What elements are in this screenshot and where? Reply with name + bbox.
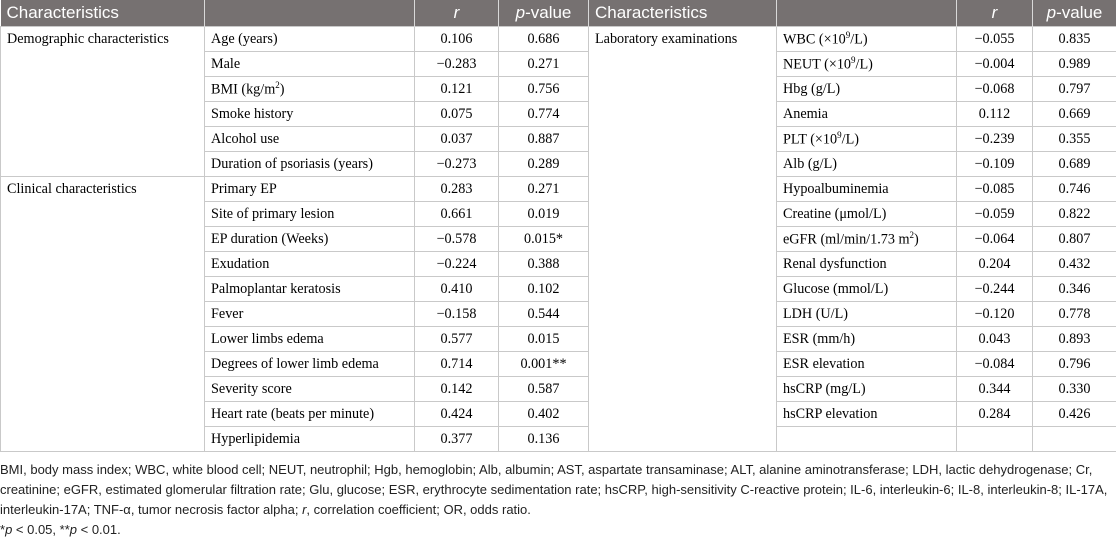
characteristic-label: Severity score: [205, 377, 415, 402]
r-value: −0.120: [957, 302, 1033, 327]
characteristic-label: EP duration (Weeks): [205, 227, 415, 252]
p-value: 0.136: [499, 427, 589, 452]
characteristic-label: ESR (mm/h): [777, 327, 957, 352]
characteristic-label: Creatine (μmol/L): [777, 202, 957, 227]
r-value: −0.055: [957, 27, 1033, 52]
characteristic-label: Anemia: [777, 102, 957, 127]
characteristic-label: Smoke history: [205, 102, 415, 127]
empty-cell: [957, 427, 1033, 452]
p-value: 0.544: [499, 302, 589, 327]
characteristic-label: Hyperlipidemia: [205, 427, 415, 452]
p-value: 0.587: [499, 377, 589, 402]
r-value: −0.084: [957, 352, 1033, 377]
header-p-value-right: p-value: [1033, 0, 1116, 27]
characteristic-label: Heart rate (beats per minute): [205, 402, 415, 427]
table-row: [1, 27, 1116, 52]
header-blank-left: [205, 0, 415, 27]
table-header: [1, 0, 1116, 27]
r-value: 0.037: [415, 127, 499, 152]
p-value: 0.426: [1033, 402, 1116, 427]
r-value: −0.224: [415, 252, 499, 277]
header-characteristics-right: Characteristics: [589, 0, 777, 27]
r-value: −0.273: [415, 152, 499, 177]
p-value: 0.015*: [499, 227, 589, 252]
r-value: 0.424: [415, 402, 499, 427]
p-value: 0.686: [499, 27, 589, 52]
r-value: −0.239: [957, 127, 1033, 152]
p-value: 0.797: [1033, 77, 1116, 102]
r-value: −0.158: [415, 302, 499, 327]
table-body: [1, 27, 1116, 452]
p-value: 0.807: [1033, 227, 1116, 252]
characteristic-label: eGFR (ml/min/1.73 $m^2$): [777, 227, 957, 252]
p-value: 0.989: [1033, 52, 1116, 77]
r-value: 0.112: [957, 102, 1033, 127]
p-value: 0.015: [499, 327, 589, 352]
characteristic-label: Alcohol use: [205, 127, 415, 152]
characteristic-label: NEUT $(\times 10^9/L)$: [777, 52, 957, 77]
r-value: 0.075: [415, 102, 499, 127]
characteristic-label: Hypoalbuminemia: [777, 177, 957, 202]
characteristic-label: Exudation: [205, 252, 415, 277]
header-p-value-left: p-value: [499, 0, 589, 27]
characteristic-label: Hbg (g/L): [777, 77, 957, 102]
r-value: 0.661: [415, 202, 499, 227]
abbreviations-note: BMI, body mass index; WBC, white blood cell; NEUT, neutrophil; Hgb, hemoglobin; Alb, albumin; AST, aspartate transaminase; ALT, alanine aminotransferase; LDH, lactic dehydrogenase; Cr, creatinine; eGFR, estimated glomerular filtration rate; Glu, glucose; ESR, erythrocyte sedimentation rate; hsCRP, high-sensitivity C-reactive protein; IL-6, interleukin-6; IL-8, interleukin-8; IL-17A, interleukin-17A; TNF-α, tumor necrosis factor alpha; r, correlation coefficient; OR, odds ratio.: [0, 462, 1108, 517]
r-value: −0.578: [415, 227, 499, 252]
characteristic-label: PLT $(\times 10^9/L)$: [777, 127, 957, 152]
r-value: 0.043: [957, 327, 1033, 352]
p-value: 0.001**: [499, 352, 589, 377]
r-value: −0.085: [957, 177, 1033, 202]
p-value: 0.388: [499, 252, 589, 277]
group-label: Demographic characteristics: [1, 27, 205, 177]
r-value: 0.142: [415, 377, 499, 402]
p-value: 0.289: [499, 152, 589, 177]
p-value: 0.669: [1033, 102, 1116, 127]
p-value: 0.432: [1033, 252, 1116, 277]
header-r-right: r: [957, 0, 1033, 27]
characteristic-label: Fever: [205, 302, 415, 327]
empty-cell: [1033, 427, 1116, 452]
characteristic-label: Lower limbs edema: [205, 327, 415, 352]
characteristic-label: Degrees of lower limb edema: [205, 352, 415, 377]
p-value: 0.746: [1033, 177, 1116, 202]
p-value: 0.887: [499, 127, 589, 152]
group-label: Laboratory examinations: [589, 27, 777, 452]
header-r-left: r: [415, 0, 499, 27]
p-value: 0.778: [1033, 302, 1116, 327]
significance-note: *p < 0.05, **p < 0.01.: [0, 522, 121, 537]
p-value: 0.271: [499, 52, 589, 77]
r-value: −0.283: [415, 52, 499, 77]
r-value: 0.284: [957, 402, 1033, 427]
p-value: 0.346: [1033, 277, 1116, 302]
r-value: −0.068: [957, 77, 1033, 102]
p-value: 0.102: [499, 277, 589, 302]
p-value: 0.019: [499, 202, 589, 227]
p-value: 0.796: [1033, 352, 1116, 377]
p-value: 0.330: [1033, 377, 1116, 402]
p-value: 0.355: [1033, 127, 1116, 152]
characteristic-label: Site of primary lesion: [205, 202, 415, 227]
characteristic-label: WBC $(\times 10^9/L)$: [777, 27, 957, 52]
r-value: −0.004: [957, 52, 1033, 77]
r-value: 0.283: [415, 177, 499, 202]
characteristic-label: hsCRP (mg/L): [777, 377, 957, 402]
p-value: 0.271: [499, 177, 589, 202]
characteristic-label: Male: [205, 52, 415, 77]
r-value: −0.064: [957, 227, 1033, 252]
r-value: 0.577: [415, 327, 499, 352]
p-value: 0.774: [499, 102, 589, 127]
p-value: 0.835: [1033, 27, 1116, 52]
r-value: −0.059: [957, 202, 1033, 227]
characteristic-label: Primary EP: [205, 177, 415, 202]
r-value: 0.410: [415, 277, 499, 302]
r-value: 0.344: [957, 377, 1033, 402]
table-footnotes: [0, 460, 1110, 540]
p-value: 0.756: [499, 77, 589, 102]
characteristic-label: Age (years): [205, 27, 415, 52]
characteristic-label: Palmoplantar keratosis: [205, 277, 415, 302]
r-value: 0.106: [415, 27, 499, 52]
r-value: 0.714: [415, 352, 499, 377]
p-value: 0.822: [1033, 202, 1116, 227]
p-value: 0.893: [1033, 327, 1116, 352]
p-value: 0.689: [1033, 152, 1116, 177]
characteristic-label: Glucose (mmol/L): [777, 277, 957, 302]
characteristic-label: Renal dysfunction: [777, 252, 957, 277]
characteristic-label: LDH (U/L): [777, 302, 957, 327]
header-blank-right: [777, 0, 957, 27]
r-value: −0.109: [957, 152, 1033, 177]
p-value: 0.402: [499, 402, 589, 427]
group-label: Clinical characteristics: [1, 177, 205, 452]
characteristic-label: ESR elevation: [777, 352, 957, 377]
r-value: 0.121: [415, 77, 499, 102]
table-row: [1, 177, 1116, 202]
header-characteristics-left: Characteristics: [1, 0, 205, 27]
characteristic-label: Duration of psoriasis (years): [205, 152, 415, 177]
empty-cell: [777, 427, 957, 452]
characteristic-label: BMI $(kg/m^2)$: [205, 77, 415, 102]
r-value: 0.377: [415, 427, 499, 452]
r-value: −0.244: [957, 277, 1033, 302]
r-value: 0.204: [957, 252, 1033, 277]
characteristic-label: Alb (g/L): [777, 152, 957, 177]
characteristic-label: hsCRP elevation: [777, 402, 957, 427]
